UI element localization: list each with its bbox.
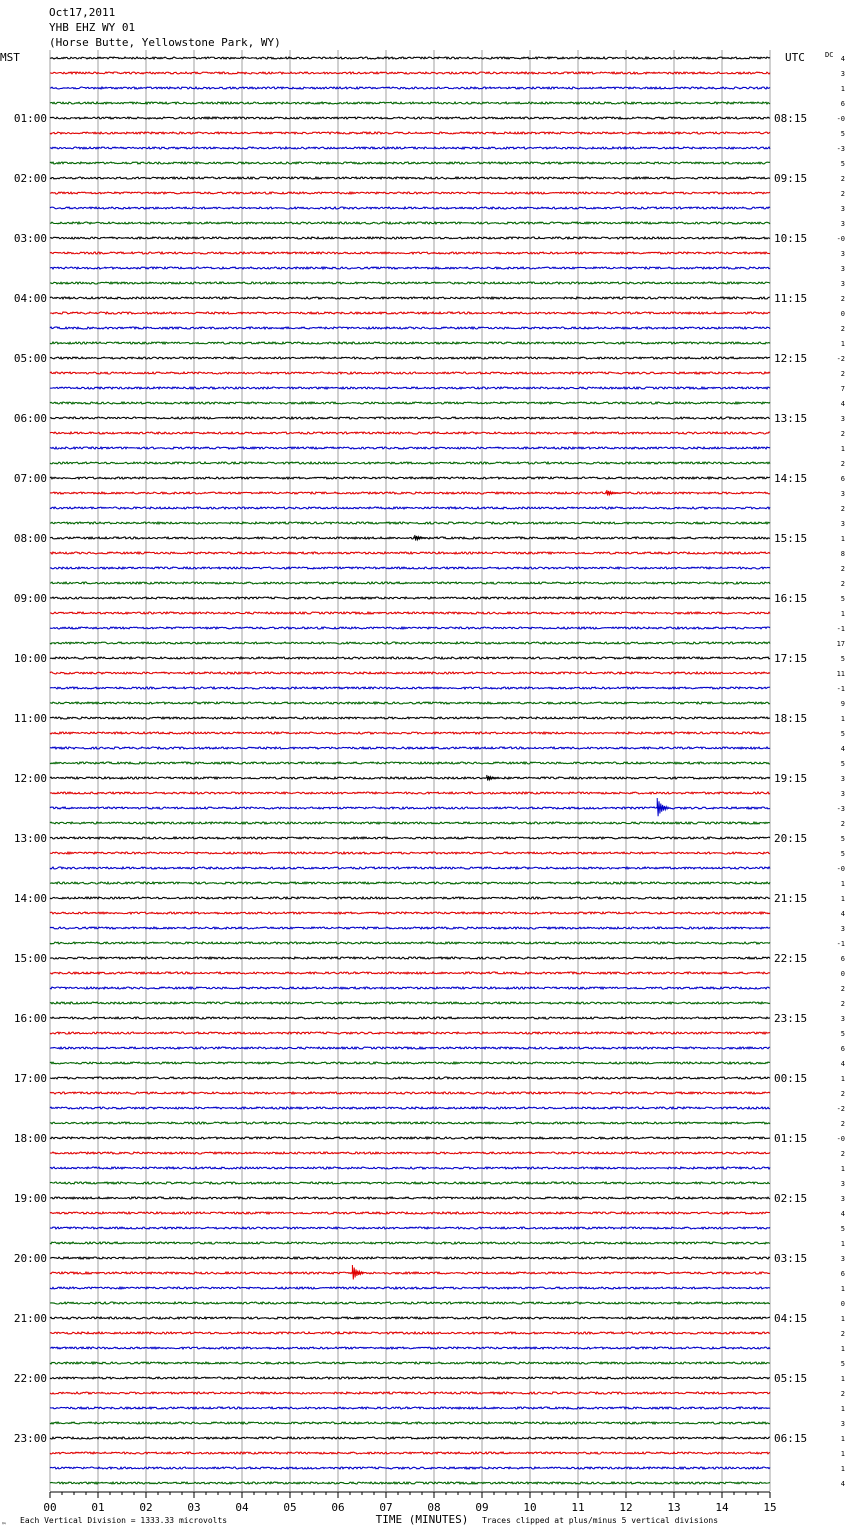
dc-offset-label: 11: [836, 670, 845, 678]
trace-line: [50, 867, 770, 869]
trace-line: [50, 837, 770, 839]
x-tick-label: 04: [235, 1501, 249, 1514]
event-signal: [415, 535, 427, 541]
utc-hour-label: 13:15: [774, 412, 808, 425]
dc-offset-label: -2: [836, 1105, 845, 1113]
dc-offset-label: 3: [840, 415, 845, 423]
trace-line: [50, 462, 770, 464]
utc-hour-labels: [774, 112, 807, 1445]
dc-offset-label: 2: [840, 325, 845, 333]
trace-line: [50, 567, 770, 569]
utc-hour-label: 10:15: [774, 232, 808, 245]
mst-hour-labels: [14, 112, 47, 1445]
mst-hour-label: 20:00: [13, 1252, 47, 1265]
dc-offset-label: 2: [840, 565, 845, 573]
dc-offset-label: 5: [840, 1030, 845, 1038]
station-code: YHB EHZ WY 01: [49, 21, 136, 34]
dc-offset-label: 1: [840, 1315, 845, 1323]
trace-line: [50, 1227, 770, 1229]
mst-hour-label: 10:00: [13, 652, 47, 665]
trace-line: [50, 1137, 770, 1139]
dc-offset-label: 5: [840, 595, 845, 603]
dc-offset-label: 3: [840, 220, 845, 228]
dc-offset-label: 6: [840, 1270, 845, 1278]
dc-offset-label: 5: [840, 835, 845, 843]
footer-clip-note: Traces clipped at plus/minus 5 vertical divisions: [482, 1516, 719, 1525]
x-tick-label: 13: [667, 1501, 681, 1514]
dc-offset-label: 3: [840, 265, 845, 273]
trace-line: [50, 402, 770, 404]
trace-line: [50, 822, 770, 824]
trace-line: [50, 882, 770, 884]
trace-line: [50, 642, 770, 644]
dc-offset-labels: [837, 55, 845, 1488]
trace-line: [50, 387, 770, 389]
trace-line: [50, 1377, 770, 1379]
trace-line: [50, 192, 770, 194]
dc-offset-label: 3: [840, 280, 845, 288]
trace-line: [50, 1107, 770, 1109]
dc-offset-label: -3: [836, 145, 845, 153]
dc-offset-label: 3: [840, 790, 845, 798]
trace-line: [50, 1032, 770, 1034]
trace-line: [50, 1017, 770, 1019]
trace-line: [50, 777, 770, 779]
dc-offset-label: -0: [836, 1135, 845, 1143]
x-tick-label: 03: [187, 1501, 201, 1514]
mst-hour-label: 17:00: [13, 1072, 47, 1085]
trace-line: [50, 72, 770, 74]
mst-hour-label: 18:00: [13, 1132, 47, 1145]
mst-hour-label: 09:00: [13, 592, 47, 605]
dc-offset-label: 2: [840, 820, 845, 828]
trace-line: [50, 1332, 770, 1334]
trace-line: [50, 537, 770, 539]
mst-hour-label: 13:00: [13, 832, 47, 845]
trace-line: [50, 132, 770, 134]
mst-hour-label: 14:00: [13, 892, 47, 905]
dc-offset-label: 6: [840, 475, 845, 483]
dc-offset-label: 1: [840, 1405, 845, 1413]
mst-hour-label: 03:00: [13, 232, 47, 245]
trace-line: [50, 1287, 770, 1289]
trace-line: [50, 972, 770, 974]
trace-line: [50, 762, 770, 764]
dc-offset-label: 4: [840, 400, 845, 408]
dc-offset-label: 2: [840, 1390, 845, 1398]
mst-hour-label: 11:00: [13, 712, 47, 725]
dc-offset-label: 1: [840, 1465, 845, 1473]
trace-line: [50, 912, 770, 914]
trace-line: [50, 1437, 770, 1439]
trace-line: [50, 312, 770, 314]
trace-line: [50, 327, 770, 329]
utc-hour-label: 04:15: [774, 1312, 808, 1325]
trace-line: [50, 552, 770, 554]
dc-offset-label: 1: [840, 895, 845, 903]
dc-offset-label: 3: [840, 490, 845, 498]
mst-hour-label: 08:00: [13, 532, 47, 545]
dc-offset-label: -1: [836, 625, 845, 633]
chart-header: [49, 6, 281, 49]
trace-line: [50, 687, 770, 689]
event-signal: [607, 490, 619, 496]
minute-gridlines: [50, 50, 770, 1491]
utc-hour-label: 19:15: [774, 772, 808, 785]
utc-hour-label: 01:15: [774, 1132, 808, 1145]
utc-hour-label: 15:15: [774, 532, 808, 545]
dc-offset-label: 3: [840, 1195, 845, 1203]
utc-hour-label: 21:15: [774, 892, 808, 905]
right-timezone-label: UTC: [785, 51, 805, 64]
trace-line: [50, 1317, 770, 1319]
trace-line: [50, 237, 770, 239]
dc-offset-label: 5: [840, 130, 845, 138]
dc-offset-label: 6: [840, 1045, 845, 1053]
dc-offset-label: -1: [836, 940, 845, 948]
trace-line: [50, 417, 770, 419]
mst-hour-label: 21:00: [13, 1312, 47, 1325]
dc-offset-label: 6: [840, 955, 845, 963]
dc-offset-label: 5: [840, 1360, 845, 1368]
dc-offset-label: -1: [836, 685, 845, 693]
left-timezone-label: MST: [0, 51, 20, 64]
dc-offset-label: 2: [840, 430, 845, 438]
trace-line: [50, 1212, 770, 1214]
trace-line: [50, 957, 770, 959]
dc-offset-label: -0: [836, 115, 845, 123]
trace-line: [50, 1047, 770, 1049]
dc-offset-label: 4: [840, 1060, 845, 1068]
dc-offset-label: 5: [840, 760, 845, 768]
dc-offset-label: 2: [840, 175, 845, 183]
dc-offset-label: 0: [840, 1300, 845, 1308]
trace-line: [50, 1152, 770, 1154]
mst-hour-label: 23:00: [13, 1432, 47, 1445]
dc-offset-label: 2: [840, 1150, 845, 1158]
trace-line: [50, 1122, 770, 1124]
x-tick-label: 14: [715, 1501, 729, 1514]
dc-offset-label: 3: [840, 205, 845, 213]
dc-offset-label: 3: [840, 520, 845, 528]
trace-line: [50, 1002, 770, 1004]
x-tick-label: 00: [43, 1501, 57, 1514]
trace-line: [50, 207, 770, 209]
trace-line: [50, 162, 770, 164]
dc-header: DC: [825, 51, 834, 59]
trace-line: [50, 1407, 770, 1409]
utc-hour-label: 00:15: [774, 1072, 808, 1085]
x-tick-label: 06: [331, 1501, 345, 1514]
dc-offset-label: 2: [840, 985, 845, 993]
dc-offset-label: 3: [840, 775, 845, 783]
x-axis-title: TIME (MINUTES): [375, 1513, 469, 1526]
dc-offset-label: 9: [840, 700, 845, 708]
trace-line: [50, 1302, 770, 1304]
dc-offset-label: 2: [840, 580, 845, 588]
dc-offset-label: 4: [840, 745, 845, 753]
mst-hour-label: 22:00: [13, 1372, 47, 1385]
dc-offset-label: 1: [840, 610, 845, 618]
utc-hour-label: 03:15: [774, 1252, 808, 1265]
trace-line: [50, 897, 770, 899]
trace-line: [50, 372, 770, 374]
utc-hour-label: 09:15: [774, 172, 808, 185]
chart-date: Oct17,2011: [49, 6, 116, 19]
dc-offset-label: 1: [840, 1165, 845, 1173]
x-tick-label: 15: [763, 1501, 777, 1514]
trace-line: [50, 447, 770, 449]
x-tick-label: 09: [475, 1501, 489, 1514]
dc-offset-label: 2: [840, 370, 845, 378]
x-tick-label: 01: [91, 1501, 105, 1514]
dc-offset-label: 6: [840, 100, 845, 108]
x-axis: [43, 1492, 776, 1514]
utc-hour-label: 17:15: [774, 652, 808, 665]
trace-line: [50, 507, 770, 509]
trace-line: [50, 1077, 770, 1079]
x-tick-label: 08: [427, 1501, 441, 1514]
trace-line: [50, 297, 770, 299]
trace-line: [50, 1362, 770, 1364]
mst-hour-label: 07:00: [13, 472, 47, 485]
utc-hour-label: 14:15: [774, 472, 808, 485]
trace-line: [50, 582, 770, 584]
trace-line: [50, 1257, 770, 1259]
dc-offset-label: -2: [836, 355, 845, 363]
trace-line: [50, 702, 770, 704]
dc-offset-label: 7: [840, 385, 845, 393]
mst-hour-label: 12:00: [13, 772, 47, 785]
dc-offset-label: 5: [840, 730, 845, 738]
dc-offset-label: 4: [840, 55, 845, 63]
dc-offset-label: 5: [840, 850, 845, 858]
dc-offset-label: 2: [840, 295, 845, 303]
mst-hour-label: 05:00: [13, 352, 47, 365]
mst-hour-label: 01:00: [13, 112, 47, 125]
x-tick-label: 11: [571, 1501, 585, 1514]
dc-offset-label: 4: [840, 1480, 845, 1488]
dc-offset-label: 2: [840, 190, 845, 198]
dc-offset-label: 4: [840, 910, 845, 918]
trace-line: [50, 987, 770, 989]
corner-mark: ™: [2, 1522, 6, 1529]
trace-line: [50, 1467, 770, 1469]
dc-offset-label: 2: [840, 1090, 845, 1098]
mst-hour-label: 19:00: [13, 1192, 47, 1205]
dc-offset-label: 2: [840, 460, 845, 468]
dc-offset-label: 1: [840, 85, 845, 93]
dc-offset-label: 1: [840, 1435, 845, 1443]
utc-hour-label: 20:15: [774, 832, 808, 845]
dc-offset-label: 2: [840, 1330, 845, 1338]
x-tick-label: 07: [379, 1501, 393, 1514]
x-tick-label: 05: [283, 1501, 297, 1514]
utc-hour-label: 22:15: [774, 952, 808, 965]
dc-offset-label: 1: [840, 1240, 845, 1248]
mst-hour-label: 15:00: [13, 952, 47, 965]
x-tick-label: 10: [523, 1501, 537, 1514]
mst-hour-label: 04:00: [13, 292, 47, 305]
dc-offset-label: 5: [840, 655, 845, 663]
trace-line: [50, 657, 770, 659]
trace-line: [50, 342, 770, 344]
dc-offset-label: 2: [840, 1120, 845, 1128]
trace-line: [50, 282, 770, 284]
dc-offset-label: 1: [840, 1345, 845, 1353]
trace-line: [50, 222, 770, 224]
station-location: (Horse Butte, Yellowstone Park, WY): [49, 36, 281, 49]
event-signal: [657, 798, 669, 816]
utc-hour-label: 23:15: [774, 1012, 808, 1025]
dc-offset-label: 17: [836, 640, 845, 648]
dc-offset-label: 5: [840, 160, 845, 168]
dc-offset-label: 3: [840, 1255, 845, 1263]
trace-line: [50, 1092, 770, 1094]
trace-line: [50, 102, 770, 104]
dc-offset-label: -0: [836, 865, 845, 873]
trace-line: [50, 747, 770, 749]
utc-hour-label: 06:15: [774, 1432, 808, 1445]
mst-hour-label: 02:00: [13, 172, 47, 185]
trace-line: [50, 252, 770, 254]
dc-offset-label: 3: [840, 1180, 845, 1188]
trace-line: [50, 1347, 770, 1349]
trace-line: [50, 1182, 770, 1184]
trace-line: [50, 432, 770, 434]
trace-line: [50, 147, 770, 149]
utc-hour-label: 18:15: [774, 712, 808, 725]
trace-line: [50, 672, 770, 674]
dc-offset-label: 3: [840, 1420, 845, 1428]
trace-line: [50, 87, 770, 89]
trace-line: [50, 597, 770, 599]
dc-offset-label: 1: [840, 535, 845, 543]
dc-offset-label: 1: [840, 1450, 845, 1458]
trace-line: [50, 1392, 770, 1394]
trace-line: [50, 477, 770, 479]
dc-offset-label: -0: [836, 235, 845, 243]
trace-line: [50, 1482, 770, 1484]
dc-offset-label: 5: [840, 1225, 845, 1233]
dc-offset-label: 1: [840, 445, 845, 453]
trace-line: [50, 852, 770, 854]
x-tick-label: 12: [619, 1501, 633, 1514]
dc-offset-label: -3: [836, 805, 845, 813]
trace-line: [50, 1167, 770, 1169]
trace-line: [50, 267, 770, 269]
x-tick-label: 02: [139, 1501, 153, 1514]
dc-offset-label: 1: [840, 880, 845, 888]
utc-hour-label: 05:15: [774, 1372, 808, 1385]
dc-offset-label: 2: [840, 1000, 845, 1008]
trace-line: [50, 1272, 770, 1274]
dc-offset-label: 2: [840, 505, 845, 513]
dc-offset-label: 1: [840, 340, 845, 348]
dc-offset-label: 8: [840, 550, 845, 558]
trace-line: [50, 1062, 770, 1064]
seismic-traces: [50, 57, 770, 1484]
seismic-events: [352, 490, 669, 1280]
utc-hour-label: 08:15: [774, 112, 808, 125]
dc-offset-label: 3: [840, 925, 845, 933]
trace-line: [50, 942, 770, 944]
trace-line: [50, 1452, 770, 1454]
trace-line: [50, 357, 770, 359]
dc-offset-label: 3: [840, 70, 845, 78]
trace-line: [50, 522, 770, 524]
dc-offset-label: 1: [840, 1375, 845, 1383]
trace-line: [50, 627, 770, 629]
dc-offset-label: 1: [840, 1285, 845, 1293]
dc-offset-label: 3: [840, 1015, 845, 1023]
utc-hour-label: 11:15: [774, 292, 808, 305]
trace-line: [50, 492, 770, 494]
dc-offset-label: 1: [840, 715, 845, 723]
event-signal: [487, 775, 499, 781]
utc-hour-label: 12:15: [774, 352, 808, 365]
dc-offset-label: 4: [840, 1210, 845, 1218]
footer-scale-note: Each Vertical Division = 1333.33 microvolts: [20, 1516, 228, 1525]
trace-line: [50, 612, 770, 614]
mst-hour-label: 16:00: [13, 1012, 47, 1025]
dc-offset-label: 0: [840, 970, 845, 978]
dc-offset-label: 0: [840, 310, 845, 318]
trace-line: [50, 927, 770, 929]
trace-line: [50, 117, 770, 119]
trace-line: [50, 717, 770, 719]
trace-line: [50, 732, 770, 734]
trace-line: [50, 177, 770, 179]
utc-hour-label: 02:15: [774, 1192, 808, 1205]
trace-line: [50, 792, 770, 794]
trace-line: [50, 1242, 770, 1244]
dc-offset-label: 1: [840, 1075, 845, 1083]
dc-offset-label: 3: [840, 250, 845, 258]
trace-line: [50, 1197, 770, 1199]
utc-hour-label: 16:15: [774, 592, 808, 605]
trace-line: [50, 57, 770, 59]
trace-line: [50, 1422, 770, 1424]
mst-hour-label: 06:00: [13, 412, 47, 425]
